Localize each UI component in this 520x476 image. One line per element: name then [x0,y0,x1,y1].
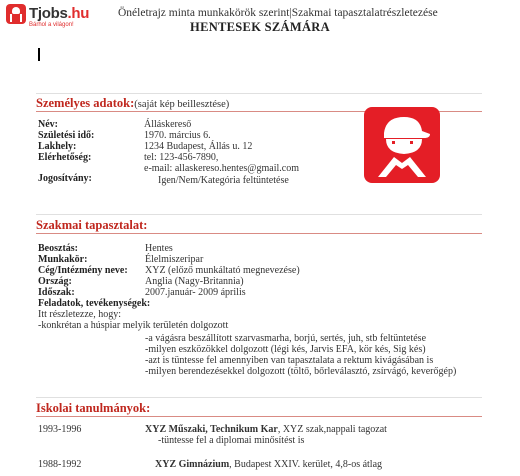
field-label-company: Cég/Intézmény neve: [38,265,128,276]
field-value-birth: 1970. március 6. [144,130,211,141]
task-item: -azt is tüntesse fel amennyiben van tapasztalata a rektum kivágásában is [145,355,434,366]
section-underline [36,416,482,417]
task-item: -milyen berendezésekkel dolgozott (töltő, bőrleválasztó, zsírvágó, keverőgép) [145,366,457,377]
field-label-role: Munkakör: [38,254,88,265]
tasks-line: -konkrétan a húspiar melyik területén dolgozott [38,320,229,331]
field-value-role: Élelmiszeripar [145,254,204,265]
section-divider [36,214,482,215]
education-entry [145,424,387,435]
field-value-company: XYZ (előző munkáltató megnevezése) [145,265,300,276]
field-value-position: Hentes [145,243,173,254]
section-heading-education: Iskolai tanulmányok: [36,401,151,415]
field-value-email[interactable]: e-mail: allaskereso.hentes@gmail.com [144,163,299,174]
section-underline [36,233,482,234]
field-value-phone: tel: 123-456-7890, [144,152,219,163]
field-label-country: Ország: [38,276,72,287]
field-value-license: Igen/Nem/Kategória feltüntetése [158,175,289,186]
field-label-name: Név: [38,119,58,130]
task-item: -a vágásra beszállított szarvasmarha, borjú, sertés, juh, stb feltüntetése [145,333,427,344]
field-label-birth: Születési idő: [38,130,95,141]
field-value-country: Anglia (Nagy-Britannia) [145,276,244,287]
section-heading-personal: Személyes adatok:(saját kép beillesztése) [36,96,230,110]
field-label-period: Időszak: [38,287,75,298]
section-divider [36,397,482,398]
logo-tagline: Bárhol a világon! [29,22,74,28]
tasks-label: Feladatok, tevékenységek: [38,298,151,309]
school-detail: , Budapest XXIV. kerület, 4,8-os átlag [229,459,383,470]
field-value-name: Álláskereső [144,119,192,130]
education-entry [155,459,382,470]
tasks-intro: Itt részletezze, hogy: [38,309,122,320]
education-note: -tüntesse fel a diplomai minősítést is [158,435,305,446]
field-value-period: 2007.január- 2009 április [145,287,246,298]
field-value-address: 1234 Budapest, Állás u. 12 [144,141,253,152]
school-name: XYZ Műszaki, Technikum Kar [145,424,278,435]
education-years: 1993-1996 [38,424,82,435]
school-name: XYZ Gimnázium [155,459,230,470]
field-label-contact: Elérhetőség: [38,152,92,163]
field-label-license: Jogosítvány: [38,173,92,184]
field-label-address: Lakhely: [38,141,77,152]
section-heading-experience: Szakmai tapasztalat: [36,218,148,232]
profile-photo [364,107,440,183]
person-cap-icon [364,107,440,183]
breadcrumb: Önéletrajz minta munkakörök szerint|Szakmai tapasztalatrészletezése [118,7,438,19]
field-label-position: Beosztás: [38,243,78,254]
logo-wordmark: Tjobs.hu [29,5,90,22]
school-detail: , XYZ szak,nappali tagozat [277,424,387,435]
text-cursor [38,48,40,61]
page-title: HENTESEK SZÁMÁRA [190,20,330,34]
task-item: -milyen eszközökkel dolgozott (légi kés, Jarvis EFA, kör kés, Sig kés) [145,344,426,355]
education-years: 1988-1992 [38,459,82,470]
section-divider [36,93,482,94]
